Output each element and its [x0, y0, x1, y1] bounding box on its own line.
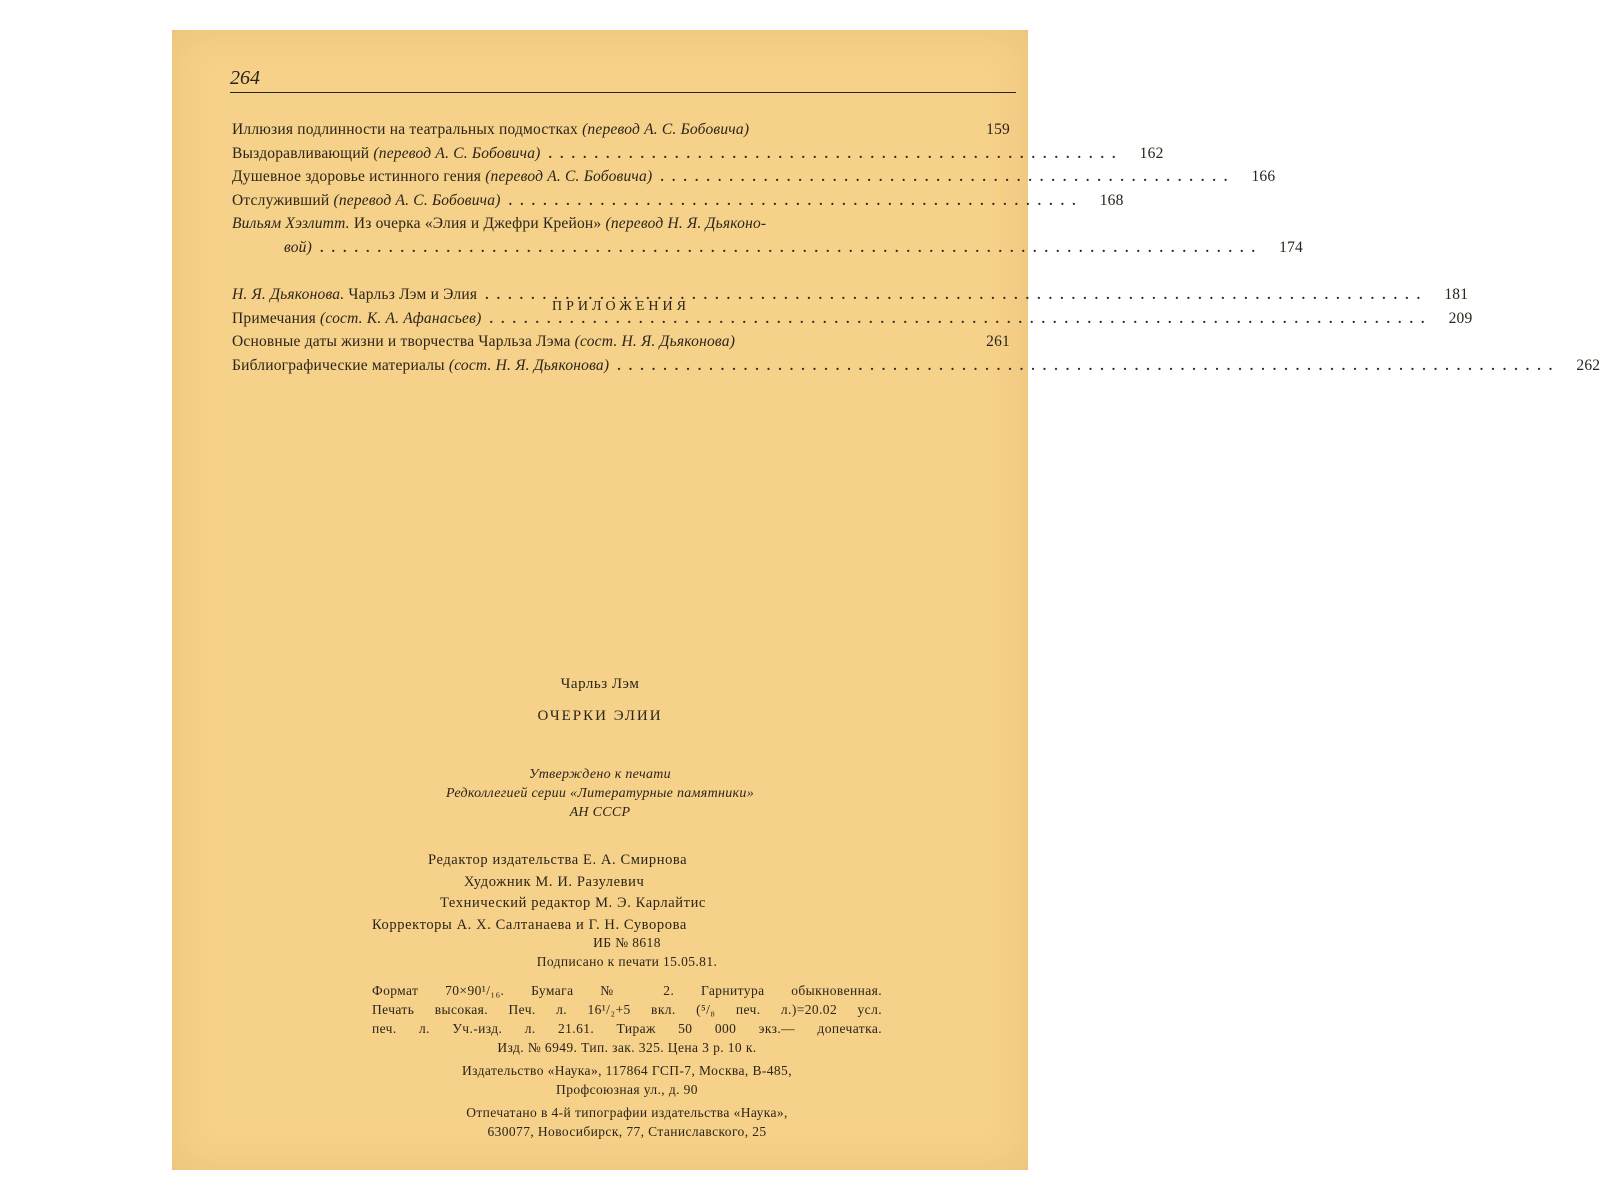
toc-entry: Вильям Хэзлитт. Из очерка «Элия и Джефри Крейон» (перевод Н. Я. Дьяконо- [232, 215, 767, 232]
format-line: Формат 70×90¹/₁₆. Бумага № 2. Гарнитура обыкновенная. [372, 983, 882, 998]
credit-line: Редактор издательства Е. А. Смирнова [428, 852, 688, 868]
toc-page: 174 [1279, 238, 1303, 256]
colophon-author: Чарльз Лэм [560, 676, 640, 692]
toc-entry: Библиографические материалы (сост. Н. Я. Дьяконова) .................................................................................. 262 [232, 354, 1010, 378]
signed-date: Подписано к печати 15.05.81. [536, 954, 718, 969]
format-line: Изд. № 6949. Тип. зак. 325. Цена 3 р. 10 к. [497, 1040, 757, 1055]
toc-page: 209 [1448, 309, 1473, 327]
credits [372, 850, 706, 936]
toc-page: 168 [1099, 191, 1124, 209]
printer-line: 630077, Новосибирск, 77, Станиславского, 25 [487, 1124, 767, 1139]
toc-page: 159 [986, 121, 1010, 138]
toc-entry: Душевное здоровье истинного гения (перевод А. С. Бобовича) .................................................. 166 [232, 165, 1010, 189]
credit-line: Технический редактор М. Э. Карлайтис [440, 895, 706, 911]
credit-line: Художник М. И. Разулевич [464, 873, 645, 890]
credit-line: Корректоры А. Х. Салтанаева и Г. Н. Суворова [372, 916, 687, 933]
book-page [172, 30, 1600, 1170]
appendix-heading: ПРИЛОЖЕНИЯ [552, 299, 690, 314]
colophon-title: ОЧЕРКИ ЭЛИИ [537, 708, 663, 724]
toc-page: 262 [1576, 356, 1600, 374]
header-rule [230, 92, 1016, 93]
toc-entry: Отслуживший (перевод А. С. Бобовича) .................................................. 168 [232, 189, 1010, 213]
toc-entry: Н. Я. Дьяконова. Чарльз Лэм и Элия .................................................................................. 181 [232, 283, 1010, 307]
toc-entry-continuation: вой) .................................................................................. 174 [232, 236, 1010, 260]
toc-entry: Основные даты жизни и творчества Чарльза Лэма (сост. Н. Я. Дьяконова) 261 [232, 330, 1010, 354]
page-number: 264 [230, 67, 260, 89]
toc-entry: Выздоравливающий (перевод А. С. Бобовича) .................................................. 162 [232, 142, 1010, 166]
toc-entry: Примечания (сост. К. А. Афанасьев) .................................................................................. 209 [232, 307, 1010, 331]
approval-note: Утверждено к печати Редколлегией серии «Литературные памятники» АН СССР [445, 767, 755, 820]
format-line: Печать высокая. Печ. л. 16¹/₂+5 вкл. (⁵/₈ печ. л.)=20.02 усл. [372, 1002, 882, 1017]
format-line: печ. л. Уч.-изд. л. 21.61. Тираж 50 000 экз.— допечатка. [372, 1021, 882, 1036]
publisher-line: Профсоюзная ул., д. 90 [556, 1082, 698, 1097]
toc-page: 166 [1251, 168, 1276, 185]
publisher-line: Издательство «Наука», 117864 ГСП-7, Москва, В-485, [462, 1063, 792, 1078]
appendix-contents [232, 283, 1600, 377]
toc-entry: Иллюзия подлинности на театральных подмостках (перевод А. С. Бобовича) 159 [232, 118, 1010, 142]
toc-page: 162 [1139, 144, 1164, 162]
ib-number: ИБ № 8618 [593, 935, 661, 950]
toc-page: 181 [1444, 286, 1469, 303]
toc-page: 261 [986, 333, 1010, 350]
imprint [372, 933, 882, 1141]
printer-line: Отпечатано в 4-й типографии издательства «Наука», [466, 1105, 788, 1120]
